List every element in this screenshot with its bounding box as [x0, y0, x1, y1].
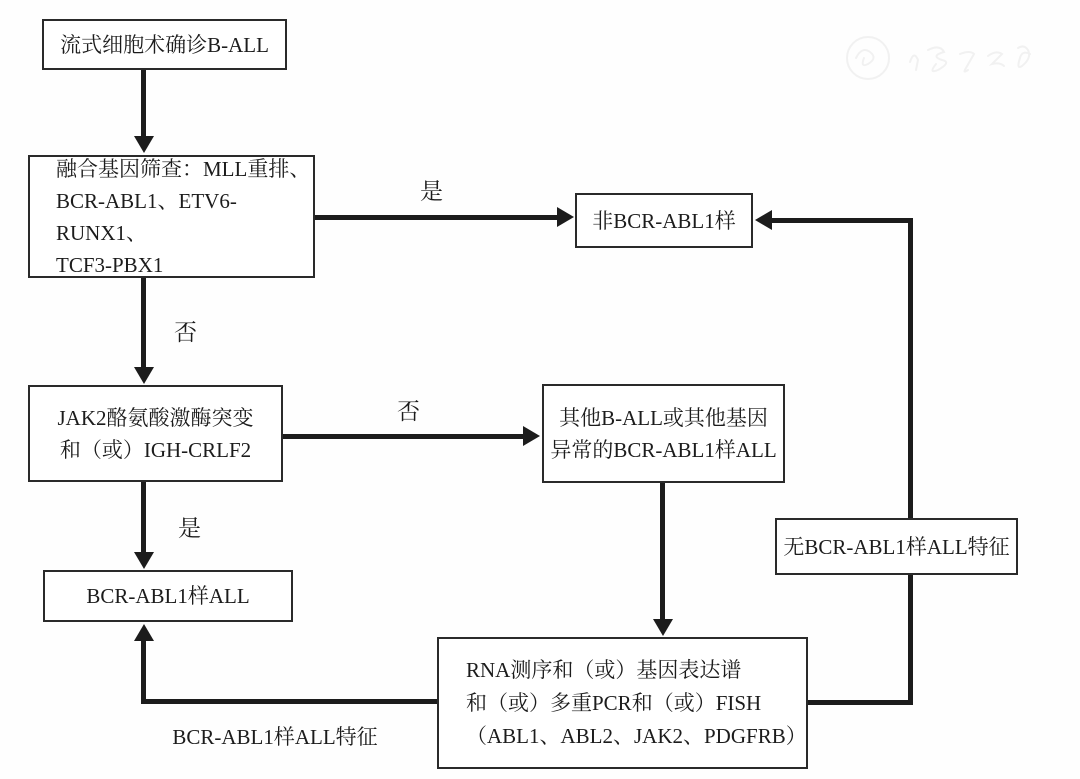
node-fusion-screening [28, 155, 315, 278]
node-non-bcr-abl1-like-label: 非BCR-ABL1样 [592, 208, 736, 233]
edge-line-other-to-rna [660, 483, 665, 620]
node-bcr-abl1-like-all [43, 570, 293, 622]
node-bcr-abl1-like-all-label: BCR-ABL1样ALL [86, 584, 250, 608]
arrowhead-into-other-ball [523, 426, 540, 446]
node-rna-testing [437, 637, 808, 769]
edge-line-rna-left-vertical [141, 641, 146, 704]
edge-label-fusion-no: 否 [174, 320, 197, 345]
edge-line-fusion-yes [315, 215, 559, 220]
arrowhead-up-into-bcr-abl1-like [134, 624, 154, 641]
edge-label-bcr-abl1-feature: BCR-ABL1样ALL特征 [172, 725, 378, 749]
node-other-b-all-line1: 其他B-ALL或其他基因 [559, 405, 768, 430]
node-rna-testing-line1: RNA测序和（或）基因表达谱 [466, 657, 742, 682]
edge-line-rna-left-horizontal [141, 699, 437, 704]
edge-line-rna-right-horizontal [808, 700, 913, 705]
node-flow-cytometry-label: 流式细胞术确诊B-ALL [60, 32, 269, 57]
node-jak2-mutation-line2: 和（或）IGH-CRLF2 [59, 437, 252, 462]
arrowhead-into-fusion [134, 136, 154, 153]
arrowhead-into-jak2 [134, 367, 154, 384]
node-no-bcr-abl1-features [775, 518, 1018, 575]
node-non-bcr-abl1-like [575, 193, 753, 248]
edge-line-fusion-no [141, 278, 146, 368]
edge-line-right-vertical [908, 218, 913, 705]
node-fusion-screening-line2: BCR-ABL1、ETV6-RUNX1、 [56, 188, 237, 245]
node-no-bcr-abl1-features-label: 无BCR-ABL1样ALL特征 [783, 534, 1010, 559]
edge-label-jak2-no: 否 [397, 399, 420, 424]
watermark-logo [840, 28, 1060, 88]
arrowhead-into-non-bcr-abl1-right [755, 210, 772, 230]
arrowhead-into-rna [653, 619, 673, 636]
edge-line-top-right-horizontal [771, 218, 913, 223]
node-fusion-screening-line1: 融合基因筛查：MLL重排、 [56, 156, 311, 181]
node-fusion-screening-line3: TCF3-PBX1 [56, 252, 164, 277]
node-jak2-mutation-line1: JAK2酪氨酸激酶突变 [57, 405, 254, 430]
node-other-b-all-line2: 异常的BCR-ABL1样ALL [550, 437, 777, 462]
edge-label-fusion-yes: 是 [420, 179, 443, 204]
edge-label-jak2-yes: 是 [178, 516, 201, 541]
edge-line-jak2-no [283, 434, 523, 439]
node-flow-cytometry [42, 19, 287, 70]
node-rna-testing-line2: 和（或）多重PCR和（或）FISH [466, 690, 762, 715]
node-jak2-mutation [28, 385, 283, 482]
node-other-b-all [542, 384, 785, 483]
arrowhead-into-non-bcr-abl1-left [557, 207, 574, 227]
arrowhead-into-bcr-abl1-like [134, 552, 154, 569]
edge-line-top-to-fusion [141, 70, 146, 137]
node-rna-testing-line3: （ABL1、ABL2、JAK2、PDGFRB） [466, 723, 807, 748]
edge-line-jak2-yes [141, 482, 146, 553]
